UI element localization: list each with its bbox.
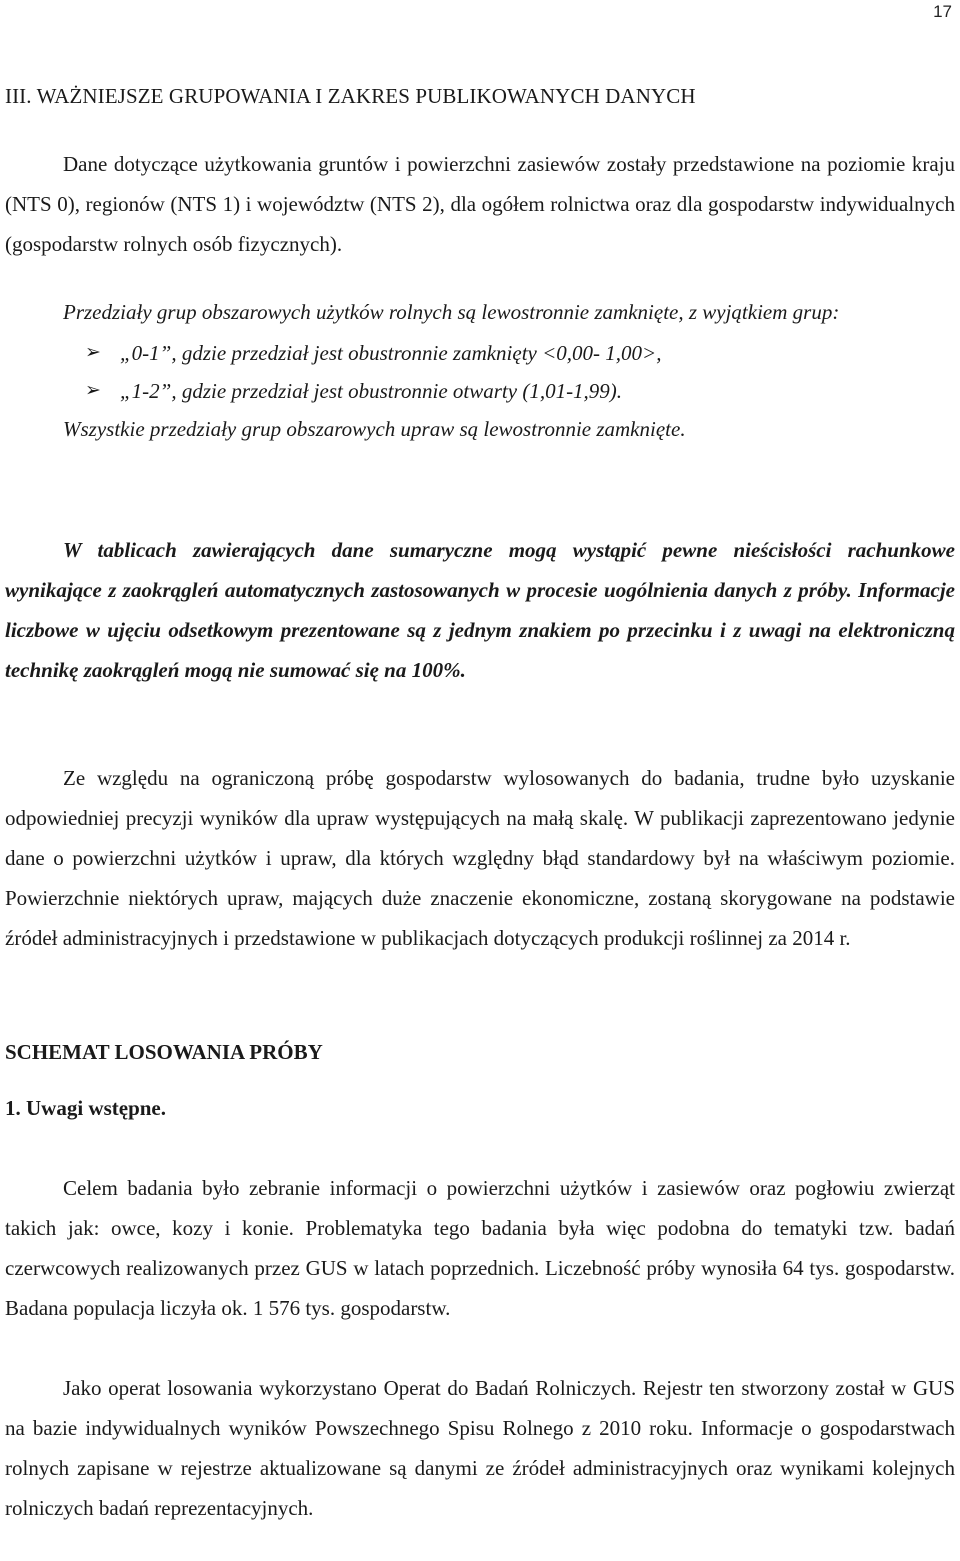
bullet-text: „0-1”, gdzie przedział jest obustronnie zamknięty <0,00- 1,00>, (120, 341, 662, 365)
page-number: 17 (933, 2, 952, 21)
intervals-closing: Wszystkie przedziały grup obszarowych upraw są lewostronnie zamknięte. (63, 417, 686, 441)
list-item (5, 372, 955, 410)
goal-section (5, 1168, 955, 1328)
notice-paragraph: W tablicach zawierających dane sumaryczne mogą wystąpić pewne nieścisłości rachunkowe wynikające z zaokrągleń automatycznych zastosowanych w procesie uogólnienia danych z próby. Informacje liczbowe w ujęciu odsetkowym prezentowane są z jednym znakiem po przecinku i z uwagi na elektroniczną technikę zaokrągleń mogą nie sumować się na 100%. (5, 538, 955, 682)
intervals-paragraph: Przedziały grup obszarowych użytków rolnych są lewostronnie zamknięte, z wyjątkiem grup: (63, 300, 840, 324)
notice-section (5, 530, 955, 690)
intro-section (5, 144, 955, 264)
goal-paragraph: Celem badania było zebranie informacji o powierzchni użytków i zasiewów oraz pogłowiu zwierząt takich jak: owce, kozy i konie. Problematyka tego badania była więc podobna do tematyki tzw. badań czerwcowych realizowanych przez GUS w latach poprzednich. Liczebność próby wynosiła 64 tys. gospodarstw. Badana populacja liczyła ok. 1 576 tys. gospodarstw. (5, 1176, 955, 1320)
precision-paragraph: Ze względu na ograniczoną próbę gospodarstw wylosowanych do badania, trudne było uzyskanie odpowiedniej precyzji wyników dla upraw występujących na małą skalę. W publikacji zaprezentowano jedynie dane o powierzchni użytków i upraw, dla których względny błąd standardowy był na właściwym poziomie. Powierzchnie niektórych upraw, mających duże znaczenie ekonomiczne, zostaną skorygowane na podstawie źródeł administracyjnych i przedstawione w publikacjach dotyczących produkcji roślinnej za 2014 r. (5, 766, 955, 950)
section-title: III. WAŻNIEJSZE GRUPOWANIA I ZAKRES PUBLIKOWANYCH DANYCH (5, 84, 696, 108)
list-item (5, 334, 955, 372)
schema-title: SCHEMAT LOSOWANIA PRÓBY (5, 1040, 323, 1064)
precision-section (5, 758, 955, 958)
intervals-bullet-list (5, 334, 955, 410)
schema-subtitle: 1. Uwagi wstępne. (5, 1096, 166, 1120)
arrow-bullet-icon: ➢ (85, 342, 101, 363)
frame-section (5, 1368, 955, 1528)
intro-paragraph: Dane dotyczące użytkowania gruntów i powierzchni zasiewów zostały przedstawione na poziomie kraju (NTS 0), regionów (NTS 1) i województw (NTS 2), dla ogółem rolnictwa oraz dla gospodarstw indywidualnych (gospodarstw rolnych osób fizycznych). (5, 152, 955, 256)
arrow-bullet-icon: ➢ (85, 380, 101, 401)
frame-paragraph: Jako operat losowania wykorzystano Operat do Badań Rolniczych. Rejestr ten stworzony został w GUS na bazie indywidualnych wyników Powszechnego Spisu Rolnego z 2010 roku. Informacje o gospodarstwach rolnych zapisane w rejestrze aktualizowane są danymi ze źródeł administracyjnych oraz wynikami kolejnych rolniczych badań reprezentacyjnych. (5, 1376, 955, 1520)
bullet-text: „1-2”, gdzie przedział jest obustronnie otwarty (1,01-1,99). (120, 379, 623, 403)
intervals-section (5, 292, 955, 448)
